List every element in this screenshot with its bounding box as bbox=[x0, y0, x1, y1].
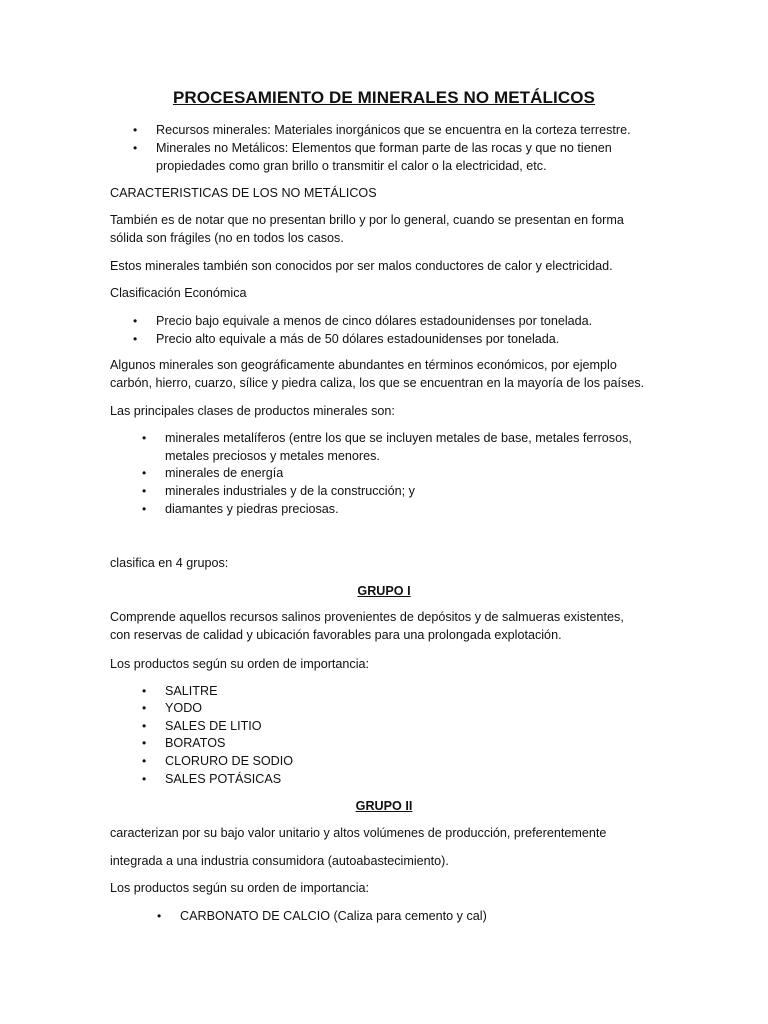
intro-bullet-text-continued: propiedades como gran brillo o transmitir el calor o la electricidad, etc. bbox=[156, 159, 547, 173]
bullet-icon: • bbox=[142, 701, 147, 715]
group-heading: GRUPO II bbox=[355, 799, 413, 813]
product-item: CLORURO DE SODIO bbox=[165, 754, 294, 768]
paragraph-line: carbón, hierro, cuarzo, sílice y piedra caliza, los que se encuentran en la mayoría de los países. bbox=[110, 376, 645, 390]
product-item: SALITRE bbox=[165, 684, 218, 698]
bullet-icon: • bbox=[157, 909, 162, 923]
product-item: SALES POTÁSICAS bbox=[165, 772, 282, 786]
bullet-icon: • bbox=[142, 754, 147, 768]
classes-bullet-text: minerales industriales y de la construcción; y bbox=[165, 484, 415, 498]
classes-bullet-text: minerales de energía bbox=[165, 466, 284, 480]
paragraph-line: Estos minerales también son conocidos por ser malos conductores de calor y electricidad. bbox=[110, 259, 613, 273]
bullet-icon: • bbox=[142, 466, 147, 480]
bullet-icon: • bbox=[142, 502, 147, 516]
bullet-icon: • bbox=[142, 484, 147, 498]
product-item: YODO bbox=[165, 701, 203, 715]
bullet-icon: • bbox=[133, 123, 138, 137]
bullet-icon: • bbox=[133, 141, 138, 155]
intro-bullet-text: Recursos minerales: Materiales inorgánicos que se encuentra en la corteza terrestre. bbox=[156, 123, 631, 137]
bullet-icon: • bbox=[142, 736, 147, 750]
bullet-icon: • bbox=[133, 314, 138, 328]
bullet-icon: • bbox=[133, 332, 138, 346]
classes-intro: Las principales clases de productos minerales son: bbox=[110, 404, 395, 418]
paragraph-line: Comprende aquellos recursos salinos provenientes de depósitos y de salmueras existentes, bbox=[110, 610, 624, 624]
paragraph-line: También es de notar que no presentan brillo y por lo general, cuando se presentan en forma bbox=[110, 213, 624, 227]
bullet-icon: • bbox=[142, 772, 147, 786]
product-item: BORATOS bbox=[165, 736, 226, 750]
bullet-icon: • bbox=[142, 684, 147, 698]
classes-bullet-text: diamantes y piedras preciosas. bbox=[165, 502, 339, 516]
bullet-icon: • bbox=[142, 431, 147, 445]
group-heading: GRUPO I bbox=[357, 584, 411, 598]
paragraph-line: integrada a una industria consumidora (autoabastecimiento). bbox=[110, 854, 449, 868]
paragraph-line: caracterizan por su bajo valor unitario y altos volúmenes de producción, preferentemente bbox=[110, 826, 607, 840]
products-intro: Los productos según su orden de importancia: bbox=[110, 657, 370, 671]
classes-bullet-text-continued: metales preciosos y metales menores. bbox=[165, 449, 380, 463]
groups-intro: clasifica en 4 grupos: bbox=[110, 556, 229, 570]
product-item: SALES DE LITIO bbox=[165, 719, 262, 733]
paragraph-line: sólida son frágiles (no en todos los casos. bbox=[110, 231, 344, 245]
paragraph-line: con reservas de calidad y ubicación favorables para una prolongada explotación. bbox=[110, 628, 562, 642]
economic-heading: Clasificación Económica bbox=[110, 286, 247, 300]
economic-bullet-text: Precio bajo equivale a menos de cinco dólares estadounidenses por tonelada. bbox=[156, 314, 593, 328]
products-intro: Los productos según su orden de importancia: bbox=[110, 881, 370, 895]
product-item: CARBONATO DE CALCIO (Caliza para cemento y cal) bbox=[180, 909, 487, 923]
classes-bullet-text: minerales metalíferos (entre los que se incluyen metales de base, metales ferrosos, bbox=[165, 431, 632, 445]
intro-bullet-text: Minerales no Metálicos: Elementos que forman parte de las rocas y que no tienen bbox=[156, 141, 612, 155]
paragraph-line: Algunos minerales son geográficamente abundantes en términos económicos, por ejemplo bbox=[110, 358, 617, 372]
characteristics-heading: CARACTERISTICAS DE LOS NO METÁLICOS bbox=[110, 186, 377, 200]
document-title: PROCESAMIENTO DE MINERALES NO METÁLICOS bbox=[172, 88, 595, 107]
economic-bullet-text: Precio alto equivale a más de 50 dólares estadounidenses por tonelada. bbox=[156, 332, 560, 346]
bullet-icon: • bbox=[142, 719, 147, 733]
